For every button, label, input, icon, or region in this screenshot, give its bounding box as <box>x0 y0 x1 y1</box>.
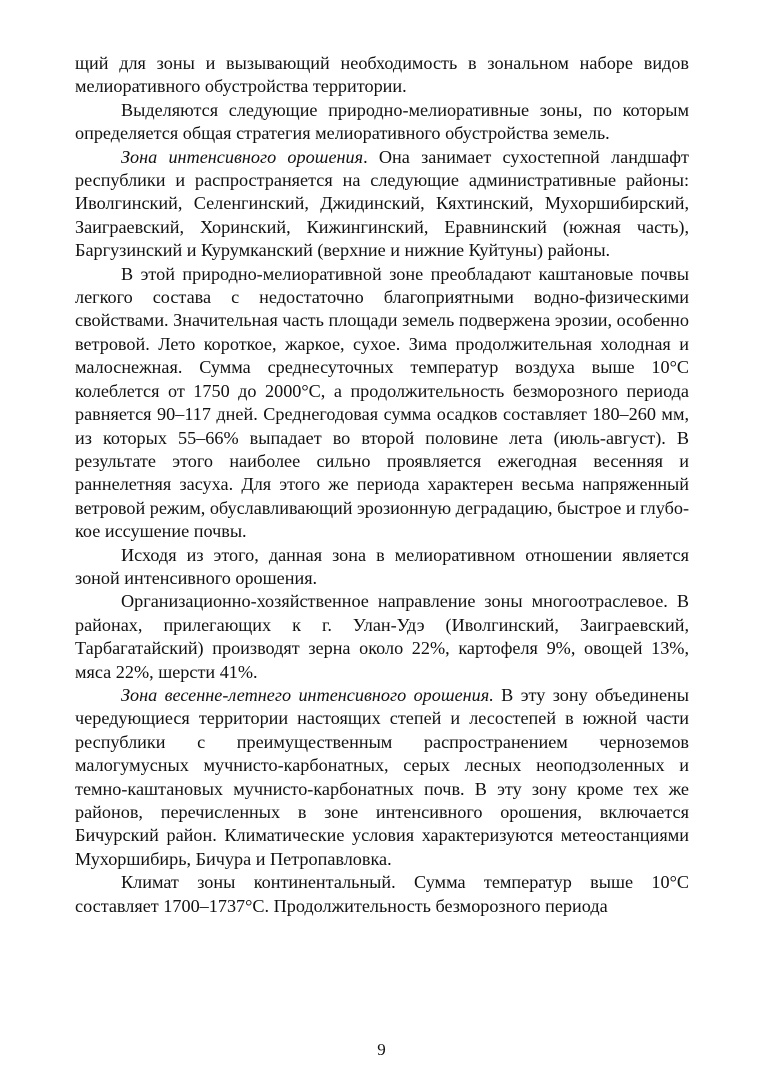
paragraph-spring-summer-zone <box>75 684 689 871</box>
page-body <box>75 52 689 918</box>
paragraph-climate: Климат зоны континентальный. Сумма температур выше 10°С составляет 1700–1737°С. Продолжительность безморозного периода <box>75 872 689 916</box>
zone-title-intensive: Зона интенсивного орошения <box>121 146 364 167</box>
paragraph-text: . Она занимает сухостепной ландшафт республики и распространяется на следующие административные районы: Иволгинский, Селенгинский, Джидинский, Кяхтинский, Мухоршибирский, Заиграевский, Хоринский, Кижингинский, Еравнинский (южная часть), Баргузинский и Курумканский (верхние и нижние Куйтуны) районы. <box>75 146 689 261</box>
paragraph-economy: Организационно-хозяйственное направление зоны многоотраслевое. В районах, прилегающих к г. Улан-Удэ (Иволгинский, Заиграевский, Тарбагатайский) производят зерна около 22%, картофеля 9%, овощей 13%, мяса 22%, шерсти 41%. <box>75 591 689 682</box>
paragraph-soils-climate: В этой природно-мелиоративной зоне преобладают каштановые почвы легкого состава с недостаточно благоприятными водно-физическими свойствами. Значительная часть площади земель подвержена эрозии, особенно ветровой. Лето короткое, жаркое, сухое. Зима продолжительная холодная и малоснежная. Сумма среднесуточных температур воздуха выше 10°С колеблется от 1750 до 2000°С, а продолжительность безморозного периода равняется 90–117 дней. Среднегодовая сумма осадков составляет 180–260 мм, из которых 55–66% выпадает во второй половине лета (июль-август). В результате этого наиболее сильно проявляется ежегодная весенняя и раннелетняя засуха. Для этого же периода характерен весьма напряженный ветровой режим, обуславливающий эрозионную деградацию, быстрое и глубокое иссушение почвы. <box>75 263 689 542</box>
zone-title-spring-summer: Зона весенне-летнего интенсивного орошения. <box>121 684 494 705</box>
paragraph-zones-intro: Выделяются следующие природно-мелиоративные зоны, по которым определяется общая стратегия мелиоративного обустройства земель. <box>75 99 689 144</box>
paragraph-intensive-irrigation-zone <box>75 146 689 263</box>
page-number: 9 <box>377 1040 386 1059</box>
paragraph-conclusion: Исходя из этого, данная зона в мелиоративном отношении является зоной интенсивного орошения. <box>75 544 689 588</box>
paragraph-text: В эту зону объединены чередующиеся территории настоящих степей и лесостепей в южной части республики с преимущественным распространением черноземов малогумусных мучнисто-карбонатных, серых лесных неоподзоленных и темно-каштановых мучнисто-карбонатных почв. В эту зону кроме тех же районов, перечисленных в зоне интенсивного орошения, включается Бичурский район. Климатические условия характеризуются метеостанциями Мухоршибирь, Бичура и Петропавловка. <box>75 684 689 869</box>
paragraph-continuation: щий для зоны и вызывающий необходимость в зональном наборе видов мелиоративного обустройства территории. <box>75 53 689 97</box>
